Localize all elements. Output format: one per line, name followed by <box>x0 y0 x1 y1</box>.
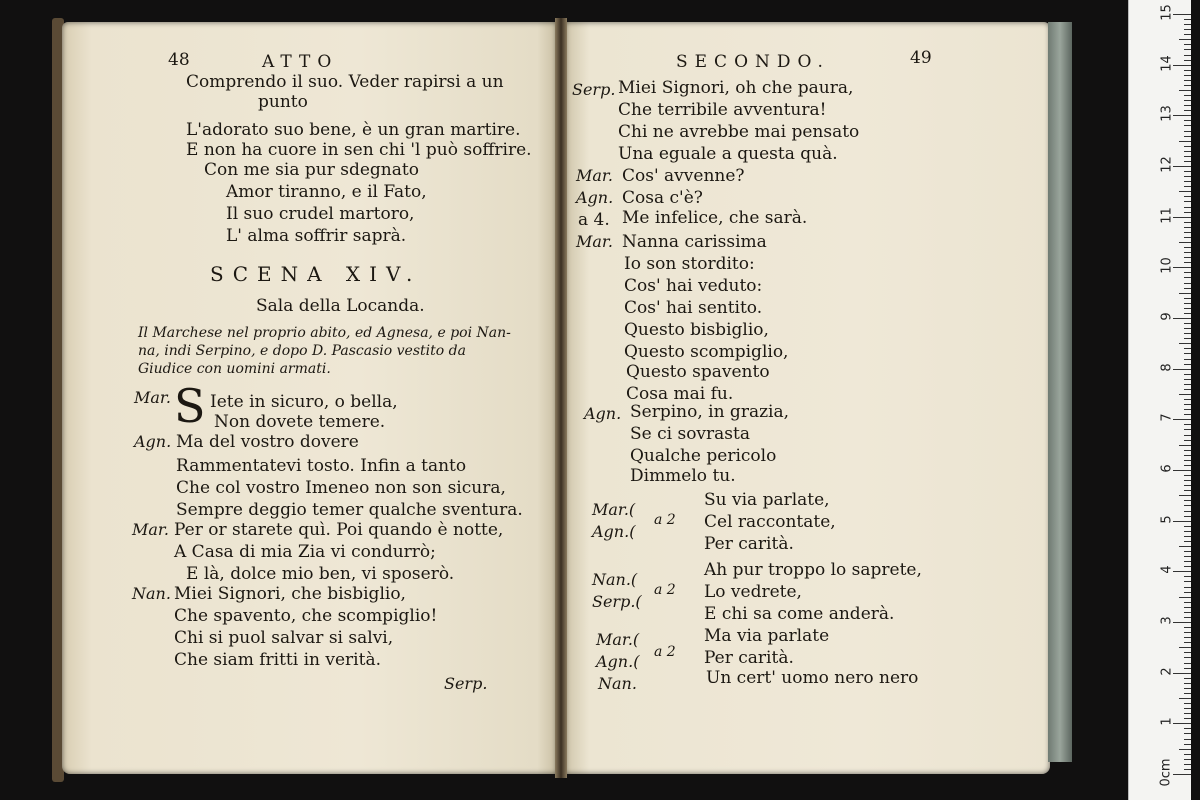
ruler-tick <box>1184 728 1191 729</box>
dialogue-line: Rammentatevi tosto. Infin a tanto <box>176 456 467 476</box>
ruler-label: 10 <box>1159 257 1175 275</box>
verse-line: punto <box>258 92 308 112</box>
ruler-tick <box>1184 475 1191 476</box>
speaker-label: a 4. <box>578 210 610 230</box>
ruler-tick <box>1184 247 1191 248</box>
ruler-tick <box>1184 55 1191 56</box>
ruler-tick <box>1184 739 1191 740</box>
ruler-tick <box>1184 663 1191 664</box>
ruler-tick <box>1184 348 1191 349</box>
ruler-tick <box>1173 166 1191 167</box>
drop-capital: S <box>174 379 206 433</box>
ruler-tick <box>1184 516 1191 517</box>
ruler-tick <box>1184 541 1191 542</box>
speaker-label: Mar. <box>576 166 613 185</box>
ruler-tick <box>1173 521 1191 522</box>
dialogue-line: Un cert' uomo nero nero <box>706 668 919 688</box>
dialogue-line: Se ci sovrasta <box>630 424 750 444</box>
dialogue-line: Ma via parlate <box>704 626 830 646</box>
stage-direction: Il Marchese nel proprio abito, ed Agnesa, e poi Nan- <box>138 325 511 341</box>
ensemble-marker: a 2 <box>654 644 676 660</box>
speaker-label: Mar.( <box>596 630 640 649</box>
speaker-label: Nan. <box>132 584 171 603</box>
ruler-tick <box>1184 627 1191 628</box>
speaker-label: Serp. <box>572 80 616 99</box>
ruler-tick <box>1184 60 1191 61</box>
ruler-tick <box>1184 222 1191 223</box>
ruler-tick <box>1184 733 1191 734</box>
ruler-tick <box>1179 90 1191 91</box>
ruler-tick <box>1184 181 1191 182</box>
ruler-tick <box>1184 551 1191 552</box>
ruler-tick <box>1184 718 1191 719</box>
ruler-tick <box>1184 637 1191 638</box>
ruler-tick <box>1184 500 1191 501</box>
ruler-tick <box>1173 673 1191 674</box>
left-running-head: ATTO <box>262 52 339 72</box>
ruler-tick <box>1179 495 1191 496</box>
ruler-tick <box>1173 318 1191 319</box>
dialogue-line: Che siam fritti in verità. <box>174 650 381 670</box>
ruler-tick <box>1179 39 1191 40</box>
ruler-tick <box>1179 191 1191 192</box>
dialogue-line: Sempre deggio temer qualche sventura. <box>176 500 523 520</box>
verse-line: L'adorato suo bene, è un gran martire. <box>186 120 521 140</box>
ruler-tick <box>1184 414 1191 415</box>
ruler-tick <box>1173 774 1191 775</box>
speaker-label: Mar. <box>132 520 169 539</box>
ruler-tick <box>1173 369 1191 370</box>
dialogue-line: Cos' avvenne? <box>622 166 745 186</box>
ruler-label: 8 <box>1159 363 1175 372</box>
ruler-tick <box>1184 688 1191 689</box>
ruler-tick <box>1184 136 1191 137</box>
dialogue-line: Miei Signori, che bisbiglio, <box>174 584 406 604</box>
ruler-tick <box>1184 212 1191 213</box>
ruler-tick <box>1184 374 1191 375</box>
ruler-tick <box>1184 759 1191 760</box>
ruler-tick <box>1184 440 1191 441</box>
ruler-label: 9 <box>1159 312 1175 321</box>
book-board-edge <box>1048 22 1072 762</box>
ruler-tick <box>1184 668 1191 669</box>
ruler-tick <box>1179 343 1191 344</box>
dialogue-line: Dimmelo tu. <box>630 466 736 486</box>
ruler-tick <box>1184 262 1191 263</box>
ruler-tick <box>1184 511 1191 512</box>
dialogue-line: Questo scompiglio, <box>624 342 789 362</box>
speaker-label: Agn.( <box>592 522 636 541</box>
ruler-tick <box>1184 252 1191 253</box>
ruler-tick <box>1184 303 1191 304</box>
dialogue-line: Chi ne avrebbe mai pensato <box>618 122 860 142</box>
verse-line: Amor tiranno, e il Fato, <box>226 182 427 202</box>
dialogue-line: Cos' hai veduto: <box>624 276 763 296</box>
ruler-tick <box>1184 607 1191 608</box>
ruler-tick <box>1184 485 1191 486</box>
ruler-tick <box>1179 141 1191 142</box>
ruler-tick <box>1184 75 1191 76</box>
ruler-label: 4 <box>1159 565 1175 574</box>
verse-line: Con me sia pur sdegnato <box>204 160 419 180</box>
ruler-tick <box>1184 617 1191 618</box>
dialogue-line: Cos' hai sentito. <box>624 298 763 318</box>
ruler-label: 14 <box>1159 54 1175 72</box>
ruler-tick <box>1184 632 1191 633</box>
ruler-tick <box>1173 217 1191 218</box>
ruler-tick <box>1184 110 1191 111</box>
dialogue-line: E là, dolce mio ben, vi sposerò. <box>186 564 455 584</box>
ruler-tick <box>1184 161 1191 162</box>
ruler-tick <box>1184 526 1191 527</box>
dialogue-line: Nanna carissima <box>622 232 767 252</box>
ruler-tick <box>1184 333 1191 334</box>
ruler-tick <box>1179 698 1191 699</box>
ruler-tick <box>1184 505 1191 506</box>
ruler-tick <box>1184 272 1191 273</box>
ruler-label: 13 <box>1159 105 1175 123</box>
ruler-tick <box>1184 703 1191 704</box>
dialogue-line: Questo spavento <box>626 362 770 382</box>
right-page-number: 49 <box>910 48 932 68</box>
dialogue-line: Che terribile avventura! <box>618 100 827 120</box>
ruler-tick <box>1184 257 1191 258</box>
speaker-label: Agn.( <box>596 652 640 671</box>
speaker-label: Agn. <box>576 188 614 207</box>
speaker-label: Mar. <box>576 232 613 251</box>
ruler-tick <box>1184 131 1191 132</box>
speaker-label: Nan.( <box>592 570 638 589</box>
ruler-tick <box>1184 450 1191 451</box>
ruler-tick <box>1184 592 1191 593</box>
speaker-label: Agn. <box>134 432 172 451</box>
ruler-label: 12 <box>1159 156 1175 173</box>
stage-direction: Giudice con uomini armati. <box>138 361 331 377</box>
dialogue-line: E chi sa come anderà. <box>704 604 895 624</box>
ruler-tick <box>1173 419 1191 420</box>
ruler-tick <box>1184 561 1191 562</box>
verse-line: Comprendo il suo. Veder rapirsi a un <box>186 72 504 92</box>
ruler-tick <box>1184 587 1191 588</box>
ruler-label: 5 <box>1159 515 1175 524</box>
dialogue-line: Serpino, in grazia, <box>630 402 790 422</box>
ruler-tick <box>1184 602 1191 603</box>
ruler-tick <box>1179 749 1191 750</box>
left-page-number: 48 <box>168 50 190 70</box>
ruler-tick <box>1184 80 1191 81</box>
ruler-tick <box>1184 389 1191 390</box>
dialogue-line: Su via parlate, <box>704 490 830 510</box>
ruler-tick <box>1173 115 1191 116</box>
ruler-tick <box>1184 490 1191 491</box>
ruler-tick <box>1184 201 1191 202</box>
dialogue-line: Qualche pericolo <box>630 446 777 466</box>
book-gutter <box>555 18 567 778</box>
ruler-tick <box>1184 693 1191 694</box>
ruler-tick <box>1184 399 1191 400</box>
ruler-tick <box>1184 34 1191 35</box>
dialogue-line: Per carità. <box>704 648 794 668</box>
dialogue-line: Ma del vostro dovere <box>176 432 359 452</box>
verse-line: E non ha cuore in sen chi 'l può soffrire. <box>186 140 532 160</box>
dialogue-line: Me infelice, che sarà. <box>622 208 808 228</box>
ruler-tick <box>1184 313 1191 314</box>
ruler-tick <box>1179 242 1191 243</box>
ruler-tick <box>1184 657 1191 658</box>
dialogue-line: Cosa mai fu. <box>626 384 734 404</box>
dialogue-line: Una eguale a questa quà. <box>618 144 838 164</box>
ruler-tick <box>1184 207 1191 208</box>
ruler-tick <box>1173 571 1191 572</box>
ruler-tick <box>1184 744 1191 745</box>
ruler-tick <box>1173 14 1191 15</box>
ruler-tick <box>1184 556 1191 557</box>
ruler-tick <box>1184 460 1191 461</box>
ruler-tick <box>1184 176 1191 177</box>
ruler-tick <box>1184 146 1191 147</box>
ruler-tick <box>1173 65 1191 66</box>
dialogue-line: Cosa c'è? <box>622 188 703 208</box>
ruler-tick <box>1184 359 1191 360</box>
ruler-label: 6 <box>1159 464 1175 473</box>
dialogue-line: Che col vostro Imeneo non son sicura, <box>176 478 506 498</box>
ruler-tick <box>1184 566 1191 567</box>
scene-setting: Sala della Locanda. <box>256 296 425 316</box>
ruler-tick <box>1184 196 1191 197</box>
dialogue-line: Lo vedrete, <box>704 582 802 602</box>
ruler-tick <box>1184 70 1191 71</box>
ruler-tick <box>1184 536 1191 537</box>
ruler-tick <box>1184 125 1191 126</box>
ensemble-marker: a 2 <box>654 582 676 598</box>
stage-direction: na, indi Serpino, e dopo D. Pascasio vestito da <box>138 343 466 359</box>
ruler-label: 15 <box>1159 4 1175 21</box>
ruler-tick <box>1184 283 1191 284</box>
dialogue-line: Ah pur troppo lo saprete, <box>704 560 922 580</box>
ruler-tick <box>1184 105 1191 106</box>
ruler-tick <box>1184 409 1191 410</box>
ruler-tick <box>1184 769 1191 770</box>
ruler-tick <box>1184 429 1191 430</box>
scene-title: SCENA XIV. <box>210 262 422 286</box>
ruler-tick <box>1184 95 1191 96</box>
ruler-tick <box>1184 24 1191 25</box>
ruler-tick <box>1184 29 1191 30</box>
dialogue-line: Per carità. <box>704 534 794 554</box>
dialogue-line: Io son stordito: <box>624 254 755 274</box>
dialogue-line: Chi si puol salvar si salvi, <box>174 628 394 648</box>
ruler-tick <box>1179 445 1191 446</box>
ruler-tick <box>1173 267 1191 268</box>
ruler-label: 2 <box>1159 667 1175 676</box>
speaker-label: Mar. <box>134 388 171 407</box>
ruler-tick <box>1184 465 1191 466</box>
speaker-label: Serp.( <box>592 592 642 611</box>
ruler-tick <box>1184 424 1191 425</box>
ruler-tick <box>1184 227 1191 228</box>
ruler-tick <box>1184 379 1191 380</box>
verse-line: Il suo crudel martoro, <box>226 204 415 224</box>
ruler-tick <box>1184 531 1191 532</box>
ensemble-marker: a 2 <box>654 512 676 528</box>
ruler-tick <box>1184 455 1191 456</box>
dialogue-line: Miei Signori, oh che paura, <box>618 78 854 98</box>
ruler-label: 3 <box>1159 616 1175 625</box>
ruler-tick <box>1184 298 1191 299</box>
ruler-label: 0cm <box>1158 758 1174 787</box>
ruler-tick <box>1184 708 1191 709</box>
ruler-tick <box>1179 546 1191 547</box>
ruler-tick <box>1184 764 1191 765</box>
dialogue-line: Non dovete temere. <box>214 412 386 432</box>
ruler-tick <box>1184 384 1191 385</box>
ruler-tick <box>1184 404 1191 405</box>
ruler-tick <box>1179 647 1191 648</box>
ruler-tick <box>1173 622 1191 623</box>
ruler-tick <box>1184 288 1191 289</box>
ruler-tick <box>1184 151 1191 152</box>
ruler-tick <box>1184 683 1191 684</box>
ruler-tick <box>1184 612 1191 613</box>
ruler-tick <box>1184 308 1191 309</box>
ruler-tick <box>1184 480 1191 481</box>
ruler-tick <box>1184 713 1191 714</box>
ruler-tick <box>1184 232 1191 233</box>
ruler-tick <box>1184 44 1191 45</box>
ruler-tick <box>1179 394 1191 395</box>
ruler-tick <box>1184 100 1191 101</box>
ruler-tick <box>1184 338 1191 339</box>
ruler-tick <box>1184 642 1191 643</box>
ruler-tick <box>1184 156 1191 157</box>
ruler-tick <box>1173 470 1191 471</box>
dialogue-line: Che spavento, che scompiglio! <box>174 606 438 626</box>
ruler-tick <box>1173 723 1191 724</box>
ruler-tick <box>1184 328 1191 329</box>
ruler-tick <box>1184 353 1191 354</box>
ruler-tick <box>1184 171 1191 172</box>
ruler-label: 7 <box>1159 413 1175 422</box>
catchword: Serp. <box>444 674 488 693</box>
speaker-label: Mar.( <box>592 500 636 519</box>
ruler-tick <box>1184 19 1191 20</box>
speaker-label: Agn. <box>584 404 622 423</box>
ruler-tick <box>1184 85 1191 86</box>
dialogue-line: Cel raccontate, <box>704 512 836 532</box>
ruler-tick <box>1179 597 1191 598</box>
ruler-tick <box>1184 754 1191 755</box>
dialogue-line: Questo bisbiglio, <box>624 320 769 340</box>
scale-ruler <box>1128 0 1191 800</box>
ruler-tick <box>1184 364 1191 365</box>
ruler-tick <box>1184 323 1191 324</box>
verse-line: L' alma soffrir saprà. <box>226 226 407 246</box>
dialogue-line: A Casa di mia Zia vi condurrò; <box>174 542 436 562</box>
ruler-tick <box>1184 237 1191 238</box>
ruler-tick <box>1184 678 1191 679</box>
ruler-tick <box>1179 293 1191 294</box>
ruler-tick <box>1184 435 1191 436</box>
ruler-tick <box>1184 581 1191 582</box>
ruler-tick <box>1184 277 1191 278</box>
ruler-tick <box>1184 186 1191 187</box>
dialogue-line: Iete in sicuro, o bella, <box>210 392 398 412</box>
speaker-label: Nan. <box>598 674 637 693</box>
ruler-tick <box>1184 576 1191 577</box>
right-running-head: SECONDO. <box>676 52 830 72</box>
ruler-label: 1 <box>1159 717 1175 726</box>
ruler-label: 11 <box>1159 206 1175 224</box>
ruler-tick <box>1184 49 1191 50</box>
dialogue-line: Per or starete quì. Poi quando è notte, <box>174 520 504 540</box>
ruler-tick <box>1184 652 1191 653</box>
ruler-tick <box>1184 120 1191 121</box>
